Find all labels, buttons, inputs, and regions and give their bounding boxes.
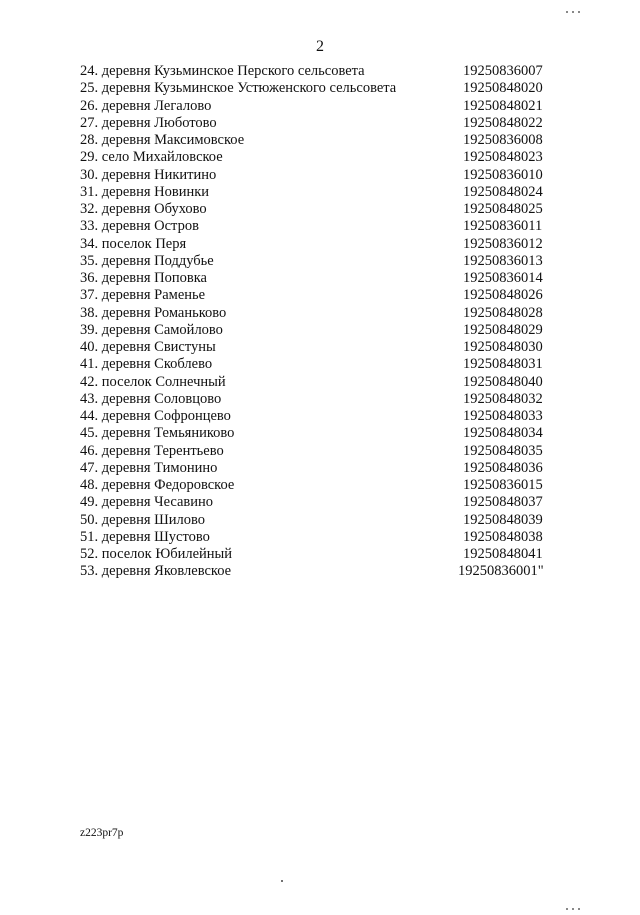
settlement-name: 37. деревня Раменье	[80, 287, 206, 304]
list-item	[80, 236, 560, 253]
list-item	[80, 460, 560, 477]
list-item	[80, 339, 560, 356]
settlement-name: 26. деревня Легалово	[80, 97, 212, 114]
page-number: 2	[316, 38, 324, 55]
list-item	[80, 63, 560, 80]
list-item	[80, 167, 560, 184]
oktmo-code: 19250848020	[463, 80, 543, 97]
settlement-name: 25. деревня Кузьминское Устюженского сельсовета	[80, 80, 397, 97]
settlement-name: 44. деревня Софронцево	[80, 408, 231, 424]
oktmo-code: 19250836013	[463, 252, 543, 269]
list-item	[80, 305, 560, 322]
oktmo-code: 19250848029	[463, 321, 543, 338]
oktmo-code: 19250848028	[463, 304, 543, 321]
list-item	[80, 201, 560, 218]
oktmo-code: 19250848041	[463, 546, 543, 562]
settlement-name: 36. деревня Поповка	[80, 270, 207, 286]
list-item	[80, 115, 560, 132]
list-item	[80, 149, 560, 166]
settlement-name: 41. деревня Скоблево	[80, 356, 213, 373]
list-item	[80, 253, 560, 270]
settlement-name: 40. деревня Свистуны	[80, 339, 216, 355]
oktmo-code: 19250848040	[463, 373, 543, 390]
settlement-name: 49. деревня Чесавино	[80, 494, 214, 511]
settlement-name: 43. деревня Соловцово	[80, 390, 222, 407]
oktmo-code: 19250836008	[463, 132, 543, 148]
oktmo-code: 19250836001"	[458, 563, 544, 580]
settlement-name: 33. деревня Остров	[80, 218, 199, 235]
oktmo-code: 19250848036	[463, 459, 543, 476]
settlement-name: 45. деревня Темьяниково	[80, 425, 235, 442]
oktmo-code: 19250848039	[463, 511, 543, 528]
oktmo-code: 19250848038	[463, 528, 543, 545]
oktmo-code: 19250848032	[463, 390, 543, 407]
oktmo-code: 19250836012	[463, 235, 543, 252]
document-code: z223pr7p	[80, 827, 124, 839]
oktmo-code: 19250848024	[463, 183, 543, 200]
settlement-name: 32. деревня Обухово	[80, 201, 207, 217]
oktmo-code: 19250848030	[463, 339, 543, 355]
settlement-name: 48. деревня Федоровское	[80, 477, 235, 493]
oktmo-code: 19250836015	[463, 477, 543, 493]
list-item	[80, 287, 560, 304]
scan-dot	[281, 880, 283, 882]
list-item	[80, 356, 560, 373]
list-item	[80, 322, 560, 339]
list-item	[80, 546, 560, 563]
oktmo-code: 19250836011	[463, 218, 543, 235]
settlement-name: 28. деревня Максимовское	[80, 132, 245, 148]
settlement-name: 42. поселок Солнечный	[80, 373, 226, 390]
settlement-list	[80, 63, 560, 581]
list-item	[80, 391, 560, 408]
list-item	[80, 408, 560, 425]
oktmo-code: 19250848026	[463, 287, 543, 304]
oktmo-code: 19250848031	[463, 356, 543, 373]
settlement-name: 39. деревня Самойлово	[80, 321, 223, 338]
oktmo-code: 19250836014	[463, 270, 543, 286]
settlement-name: 35. деревня Поддубье	[80, 252, 214, 269]
list-item	[80, 270, 560, 287]
oktmo-code: 19250848025	[463, 201, 543, 217]
scan-mark-top	[566, 0, 586, 4]
oktmo-code: 19250836007	[463, 63, 543, 79]
settlement-name: 47. деревня Тимонино	[80, 459, 218, 476]
list-item	[80, 477, 560, 494]
oktmo-code: 19250836010	[463, 166, 543, 183]
settlement-name: 31. деревня Новинки	[80, 183, 210, 200]
list-item	[80, 98, 560, 115]
scan-mark-bottom	[566, 897, 590, 901]
list-item	[80, 425, 560, 442]
oktmo-code: 19250848035	[463, 442, 543, 459]
settlement-name: 51. деревня Шустово	[80, 528, 210, 545]
list-item	[80, 529, 560, 546]
list-item	[80, 512, 560, 529]
settlement-name: 38. деревня Романьково	[80, 304, 227, 321]
list-item	[80, 374, 560, 391]
settlement-name: 29. село Михайловское	[80, 149, 223, 166]
oktmo-code: 19250848022	[463, 114, 543, 131]
oktmo-code: 19250848037	[463, 494, 543, 511]
oktmo-code: 19250848021	[463, 97, 543, 114]
list-item	[80, 80, 560, 97]
oktmo-code: 19250848023	[463, 149, 543, 166]
settlement-name: 53. деревня Яковлевское	[80, 563, 232, 580]
oktmo-code: 19250848033	[463, 408, 543, 424]
settlement-name: 46. деревня Терентьево	[80, 442, 224, 459]
list-item	[80, 218, 560, 235]
list-item	[80, 184, 560, 201]
settlement-name: 34. поселок Перя	[80, 235, 187, 252]
oktmo-code: 19250848034	[463, 425, 543, 442]
settlement-name: 50. деревня Шилово	[80, 511, 206, 528]
settlement-name: 27. деревня Люботово	[80, 114, 217, 131]
list-item	[80, 494, 560, 511]
list-item	[80, 563, 560, 580]
settlement-name: 24. деревня Кузьминское Перского сельсовета	[80, 63, 365, 79]
settlement-name: 30. деревня Никитино	[80, 166, 217, 183]
list-item	[80, 132, 560, 149]
settlement-name: 52. поселок Юбилейный	[80, 546, 233, 562]
list-item	[80, 443, 560, 460]
